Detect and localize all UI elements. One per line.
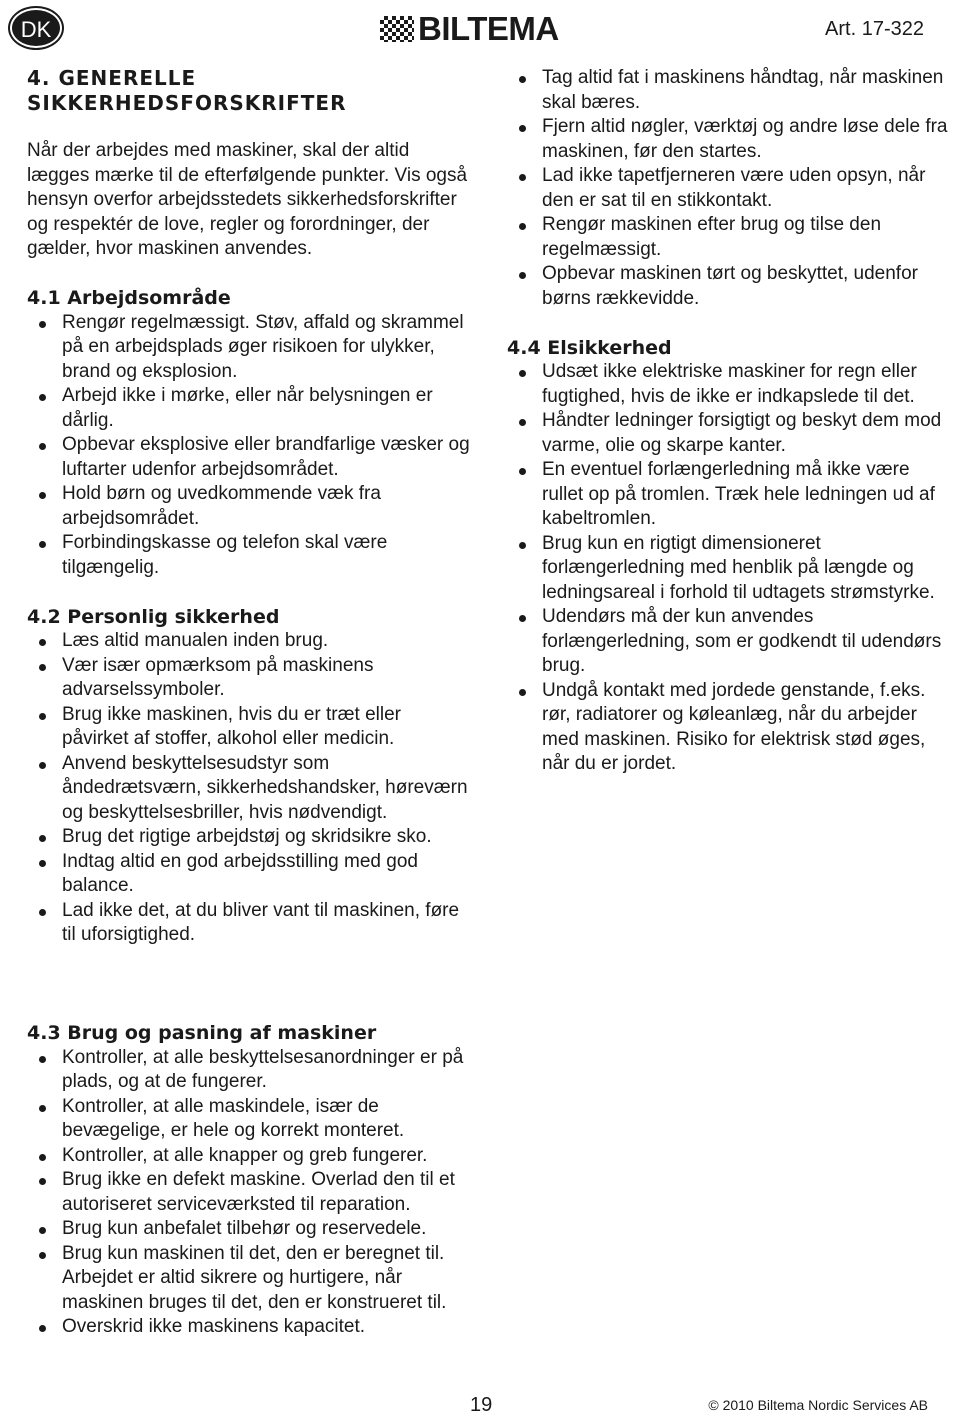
page-header (0, 0, 960, 62)
list-item: Kontroller, at alle maskindele, især de bevægelige, er hele og korrekt monteret. (27, 1095, 472, 1144)
page-number: 19 (470, 1394, 493, 1416)
article-number: Art. 17-322 (825, 18, 924, 40)
copyright: © 2010 Biltema Nordic Services AB (708, 1397, 928, 1413)
list-item: Opbevar maskinen tørt og beskyttet, udenfor børns rækkevidde. (507, 262, 952, 311)
heading-brug-og-pasning: 4.3 Brug og pasning af maskiner (27, 1022, 377, 1044)
list-item: Tag altid fat i maskinens håndtag, når maskinen skal bæres. (507, 66, 952, 115)
list-personlig-sikkerhed (27, 629, 472, 948)
intro-paragraph: Når der arbejdes med maskiner, skal der altid lægges mærke til de efterfølgende punkter. Vis også hensyn overfor arbejdsstedets sikkerhedsforskrifter og respektér de love, regler og forordninger, der gælder, hvor maskinen anvendes. (27, 140, 468, 259)
section-title: 4. GENERELLE SIKKERHEDSFORSKRIFTER (27, 66, 347, 115)
list-elsikkerhed (507, 360, 952, 777)
biltema-logo (380, 10, 559, 47)
checkered-flag-icon (380, 16, 414, 42)
list-item: Forbindingskasse og telefon skal være tilgængelig. (27, 531, 472, 580)
list-brug-og-pasning (27, 1046, 472, 1340)
list-item: Brug kun maskinen til det, den er beregnet til. Arbejdet er altid sikrere og hurtigere, når maskinen bruges til det, den er konstrueret til. (27, 1242, 472, 1316)
list-item: Vær især opmærksom på maskinens advarselssymboler. (27, 654, 472, 703)
list-arbejdsomrade (27, 311, 472, 581)
right-column (507, 66, 952, 801)
list-item: Undgå kontakt med jordede genstande, f.eks. rør, radiatorer og køleanlæg, når du arbejder med maskinen. Risiko for elektrisk stød øges, når du er jordet. (507, 679, 952, 777)
heading-personlig-sikkerhed: 4.2 Personlig sikkerhed (27, 605, 280, 628)
list-item: Arbejd ikke i mørke, eller når belysningen er dårlig. (27, 384, 472, 433)
list-item: Kontroller, at alle knapper og greb fungerer. (27, 1144, 472, 1169)
list-item: Hold børn og uvedkommende væk fra arbejdsområdet. (27, 482, 472, 531)
list-item: Brug kun en rigtigt dimensioneret forlængerledning med henblik på længde og ledningsareal i forhold til udtagets strømstyrke. (507, 532, 952, 606)
list-item: Overskrid ikke maskinens kapacitet. (27, 1315, 472, 1340)
list-item: Kontroller, at alle beskyttelsesanordninger er på plads, og at de fungerer. (27, 1046, 472, 1095)
list-item: Opbevar eksplosive eller brandfarlige væsker og luftarter udenfor arbejdsområdet. (27, 433, 472, 482)
list-brug-og-pasning-continued (507, 66, 952, 311)
heading-arbejdsomrade: 4.1 Arbejdsområde (27, 287, 231, 309)
bottom-left-column (27, 1021, 472, 1364)
logo-text: BILTEMA (418, 10, 559, 47)
list-item: Anvend beskyttelsesudstyr som åndedrætsværn, sikkerhedshandsker, høreværn og beskyttelsesbriller, hvis nødvendigt. (27, 752, 472, 826)
list-item: Indtag altid en god arbejdsstilling med god balance. (27, 850, 472, 899)
heading-elsikkerhed: 4.4 Elsikkerhed (507, 336, 672, 359)
list-item: Brug kun anbefalet tilbehør og reservedele. (27, 1217, 472, 1242)
list-item: Brug ikke maskinen, hvis du er træt eller påvirket af stoffer, alkohol eller medicin. (27, 703, 472, 752)
list-item: Brug ikke en defekt maskine. Overlad den til et autoriseret serviceværksted til reparation. (27, 1168, 472, 1217)
list-item: En eventuel forlængerledning må ikke være rullet op på tromlen. Træk hele ledningen ud af kabeltromlen. (507, 458, 952, 532)
left-column (27, 66, 472, 972)
list-item: Udsæt ikke elektriske maskiner for regn eller fugtighed, hvis de ikke er indkapslede til det. (507, 360, 952, 409)
list-item: Rengør regelmæssigt. Støv, affald og skrammel på en arbejdsplads øger risikoen for ulykker, brand og eksplosion. (27, 311, 472, 385)
list-item: Fjern altid nøgler, værktøj og andre løse dele fra maskinen, før den startes. (507, 115, 952, 164)
list-item: Udendørs må der kun anvendes forlængerledning, som er godkendt til udendørs brug. (507, 605, 952, 679)
list-item: Læs altid manualen inden brug. (27, 629, 472, 654)
list-item: Lad ikke tapetfjerneren være uden opsyn, når den er sat til en stikkontakt. (507, 164, 952, 213)
list-item: Rengør maskinen efter brug og tilse den regelmæssigt. (507, 213, 952, 262)
list-item: Brug det rigtige arbejdstøj og skridsikre sko. (27, 825, 472, 850)
list-item: Håndter ledninger forsigtigt og beskyt dem mod varme, olie og skarpe kanter. (507, 409, 952, 458)
country-badge: DK (10, 8, 62, 48)
list-item: Lad ikke det, at du bliver vant til maskinen, føre til uforsigtighed. (27, 899, 472, 948)
